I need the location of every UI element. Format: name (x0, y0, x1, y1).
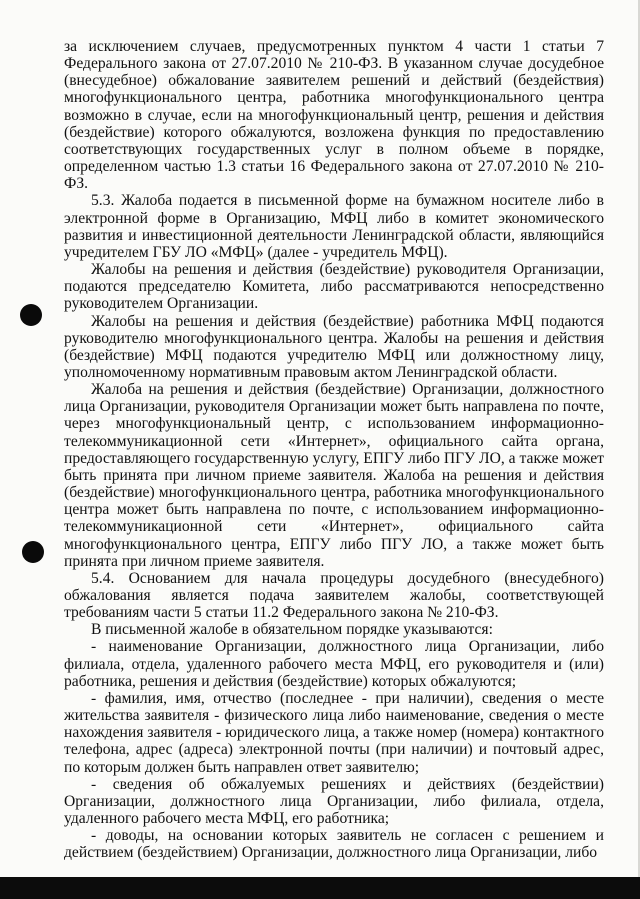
paragraph-5-4: 5.4. Основанием для начала процедуры досудебного (внесудебного) обжалования является подача заявителем жалобы, соответствующей требованиям части 5 статьи 11.2 Федерального закона № 210-ФЗ. (64, 569, 604, 622)
list-item-organization-name: - наименование Организации, должностного лица Организации, либо филиала, отдела, удаленного рабочего места МФЦ, его руководителя и (или) работника, решения и действия (бездействие) которых обжалуются; (64, 638, 604, 690)
paragraph-5-3: 5.3. Жалоба подается в письменной форме на бумажном носителе либо в электронной форме в Организацию, МФЦ либо в комитет экономического развития и инвестиционной деятельности Ленинградской области, являющийся учредителем ГБУ ЛО «МФЦ» (далее - учредитель МФЦ). (64, 192, 604, 261)
punch-hole-mark (20, 304, 42, 326)
document-body (64, 38, 604, 862)
scan-bottom-border (0, 877, 640, 899)
list-item-arguments: - доводы, на основании которых заявитель не согласен с решением и действием (бездействием) Организации, должностного лица Организации, либо (64, 827, 604, 862)
list-item-applicant-details: - фамилия, имя, отчество (последнее - при наличии), сведения о месте жительства заявителя - физического лица либо наименование, сведения о месте нахождения заявителя - юридического лица, а также номер (номера) контактного телефона, адрес (адреса) электронной почты (при наличии) и почтовый адрес, по которым должен быть направлен ответ заявителю; (64, 689, 604, 776)
paragraph-complaints-head: Жалобы на решения и действия (бездействие) руководителя Организации, подаются председателю Комитета, либо рассматриваются непосредственно руководителем Организации. (64, 261, 604, 313)
paragraph-exceptions: за исключением случаев, предусмотренных пунктом 4 части 1 статьи 7 Федерального закона от 27.07.2010 № 210-ФЗ. В указанном случае досудебное (внесудебное) обжалование заявителем решений и действий (бездействия) многофункционального центра, работника многофункционального центра возможно в случае, если на многофункциональный центр, решения и действия (бездействие) которого обжалуются, возложена функция по предоставлению соответствующих государственных услуг в полном объеме в порядке, определенном частью 1.3 статьи 16 Федерального закона от 27.07.2010 № 210-ФЗ. (64, 38, 604, 193)
paragraph-complaint-channels: Жалоба на решения и действия (бездействие) Организации, должностного лица Организации, руководителя Организации может быть направлена по почте, через многофункциональный центр, с использованием информационно-телекоммуникационной сети «Интернет», официального сайта органа, предоставляющего государственную услугу, ЕПГУ либо ПГУ ЛО, а также может быть принята при личном приеме заявителя. Жалоба на решения и действия (бездействие) многофункционального центра, работника многофункционального центра может быть направлена по почте, с использованием информационно-телекоммуникационной сети «Интернет», официального сайта многофункционального центра, ЕПГУ либо ПГУ ЛО, а также может быть принята при личном приеме заявителя. (64, 381, 604, 570)
paragraph-required-fields-intro: В письменной жалобе в обязательном порядке указываются: (91, 621, 493, 639)
punch-hole-mark (22, 541, 44, 563)
paragraph-complaints-mfc: Жалобы на решения и действия (бездействие) работника МФЦ подаются руководителю многофункционального центра. Жалобы на решения и действия (бездействие) МФЦ подаются учредителю МФЦ или должностному лицу, уполномоченному нормативным правовым актом Ленинградской области. (64, 312, 604, 381)
list-item-appealed-decisions: - сведения об обжалуемых решениях и действиях (бездействии) Организации, должностного лица Организации, либо филиала, отдела, удаленного рабочего места МФЦ, его работника; (64, 775, 604, 828)
